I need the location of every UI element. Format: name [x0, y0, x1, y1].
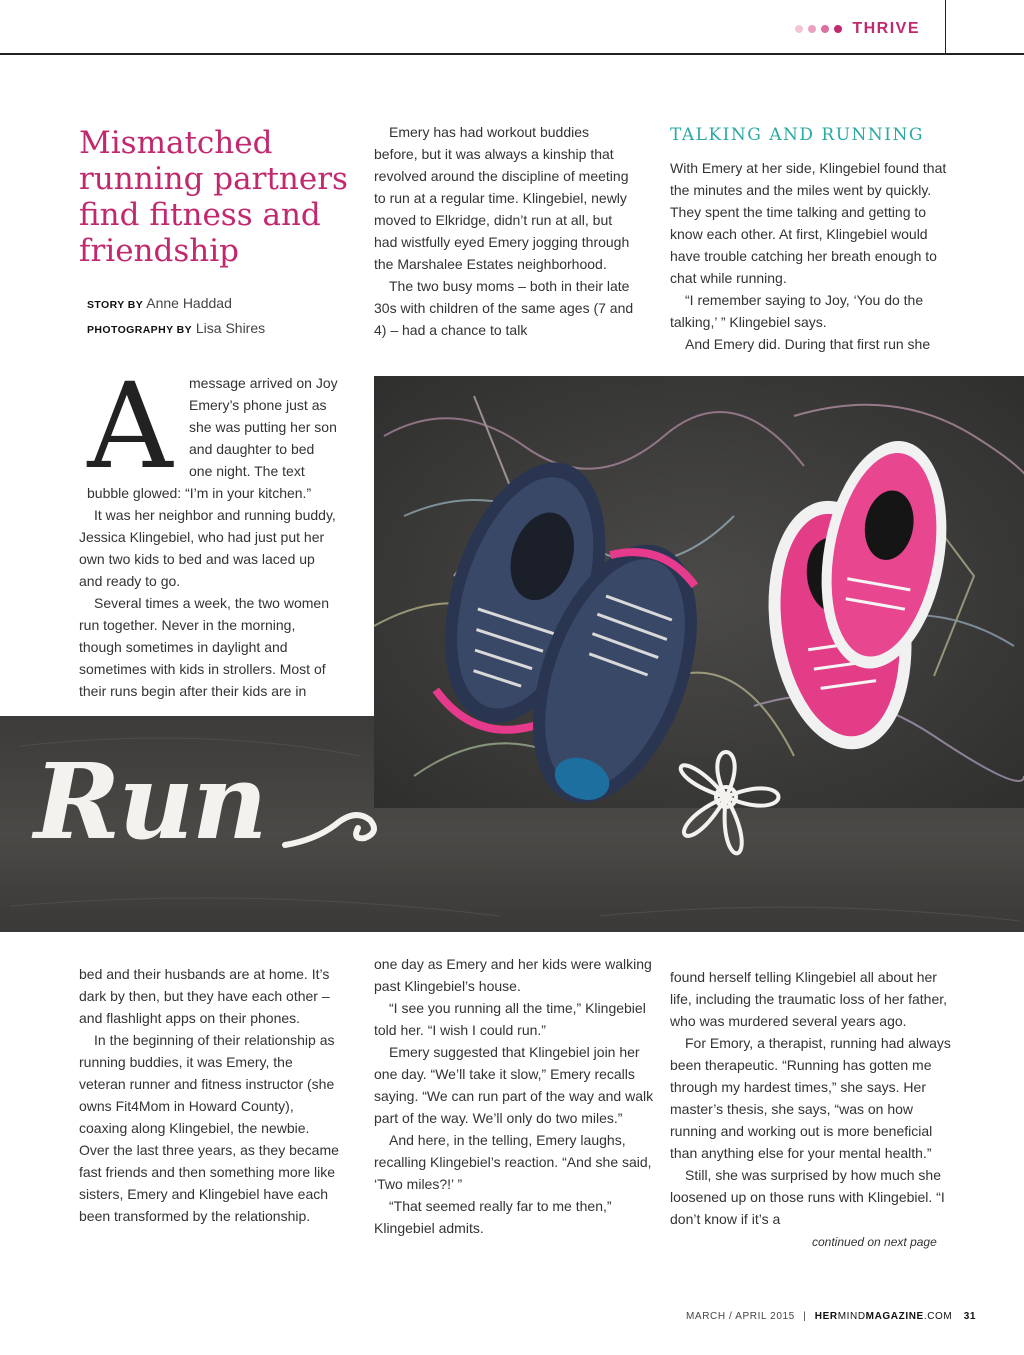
body-paragraph: With Emery at her side, Klingebiel found that the minutes and the miles went by quickly. They spent the time talking and getting to know each other. At first, Klingebiel would have trouble catching her breath enough to chat while running. — [670, 160, 947, 286]
page-footer — [686, 1311, 976, 1322]
mag-com: .COM — [923, 1311, 953, 1322]
column-2-top — [374, 121, 636, 341]
body-paragraph: “That seemed really far to me then,” Klingebiel admits. — [374, 1198, 612, 1236]
section-dot — [795, 25, 803, 33]
body-paragraph: one day as Emery and her kids were walking past Klingebiel’s house. — [374, 956, 652, 994]
column-3-top — [670, 157, 950, 355]
header-rule — [0, 53, 1024, 55]
mag-mind: MIND — [837, 1311, 866, 1322]
page-number: 31 — [963, 1311, 977, 1322]
footer-separator: | — [803, 1311, 807, 1322]
section-dot — [834, 25, 842, 33]
mag-magazine: MAGAZINE — [865, 1311, 924, 1322]
mag-her: HER — [814, 1311, 838, 1322]
continued-note: continued on next page — [812, 1235, 937, 1249]
body-paragraph: Emery suggested that Klingebiel join her one day. “We’ll take it slow,” Emery recalls saying. “We can run part of the way and walk part of the way. We’ll only do two miles.” — [374, 1044, 654, 1126]
drop-cap: A — [87, 357, 173, 495]
magazine-url — [815, 1311, 953, 1322]
body-paragraph: It was her neighbor and running buddy, Jessica Klingebiel, who had just put her own two kids to bed and was laced up and ready to go. — [79, 507, 336, 589]
issue-date: MARCH / APRIL 2015 — [686, 1311, 795, 1322]
body-paragraph: And Emery did. During that first run she — [685, 336, 931, 352]
story-author: Anne Haddad — [146, 295, 232, 311]
story-credit-role: STORY BY — [87, 299, 144, 311]
body-paragraph: message arrived on Joy Emery’s phone just as she was putting her son and daughter to bed one night. The text bubble glowed: “I’m in your kitchen.” — [87, 375, 338, 501]
body-paragraph: “I see you running all the time,” Klingebiel told her. “I wish I could run.” — [374, 1000, 646, 1038]
body-paragraph: For Emory, a therapist, running had always been therapeutic. “Running has gotten me through my hardest times,” she says. Her master’s thesis, she says, “was on how running and working out is more beneficial than anything else for your mental health.” — [670, 1035, 951, 1161]
header-divider-vertical — [945, 0, 946, 53]
photo-credit-role: PHOTOGRAPHY BY — [87, 324, 192, 336]
opening-column — [79, 357, 339, 702]
body-paragraph: bed and their husbands are at home. It’s dark by then, but they have each other – and flashlight apps on their phones. — [79, 966, 330, 1026]
column-1-bottom — [79, 963, 341, 1227]
body-paragraph: found herself telling Klingebiel all about her life, including the traumatic loss of her father, who was murdered several years ago. — [670, 969, 948, 1029]
run-chalk-lettering: Run — [34, 740, 266, 863]
subhead: TALKING AND RUNNING — [670, 125, 924, 145]
section-tag — [795, 20, 920, 38]
headline: Mismatched running partners find fitness and friendship — [79, 125, 348, 269]
body-paragraph: The two busy moms – both in their late 30s with children of the same ages (7 and 4) – had a chance to talk — [374, 278, 634, 338]
photo-author: Lisa Shires — [195, 320, 266, 336]
section-label: THRIVE — [852, 20, 920, 37]
body-paragraph: In the beginning of their relationship as running buddies, it was Emery, the veteran runner and fitness instructor (she owns Fit4Mom in Howard County), coaxing along Klingebiel, the newbie. Over the last three years, as they became fast friends and then something more like sisters, Emery and Klingebiel have each been transformed by the relationship. — [79, 1032, 339, 1224]
story-credit — [87, 295, 232, 311]
section-dot — [821, 25, 829, 33]
body-paragraph: “I remember saying to Joy, ‘You do the talking,’ ” Klingebiel says. — [670, 292, 924, 330]
photo-credit — [87, 320, 265, 336]
section-dot — [808, 25, 816, 33]
column-3-bottom — [670, 966, 952, 1230]
body-paragraph: Emery has had workout buddies before, but it was always a kinship that revolved around the discipline of meeting to run at a regular time. Klingebiel, newly moved to Elkridge, didn’t run at all, but had wistfully eyed Emery jogging through the Marshalee Estates neighborhood. — [374, 124, 630, 272]
body-paragraph: Several times a week, the two women run together. Never in the morning, though sometimes in daylight and sometimes with kids in strollers. Most of their runs begin after their kids are in — [79, 595, 329, 699]
column-2-bottom — [374, 953, 654, 1239]
swirl-flourish — [280, 800, 390, 860]
body-paragraph: And here, in the telling, Emery laughs, recalling Klingebiel’s reaction. “And she said, ‘Two miles?!’ ” — [374, 1132, 652, 1192]
body-paragraph: Still, she was surprised by how much she loosened up on those runs with Klingebiel. “I don’t know if it’s a — [670, 1167, 945, 1227]
chalk-flower-icon — [656, 737, 796, 877]
